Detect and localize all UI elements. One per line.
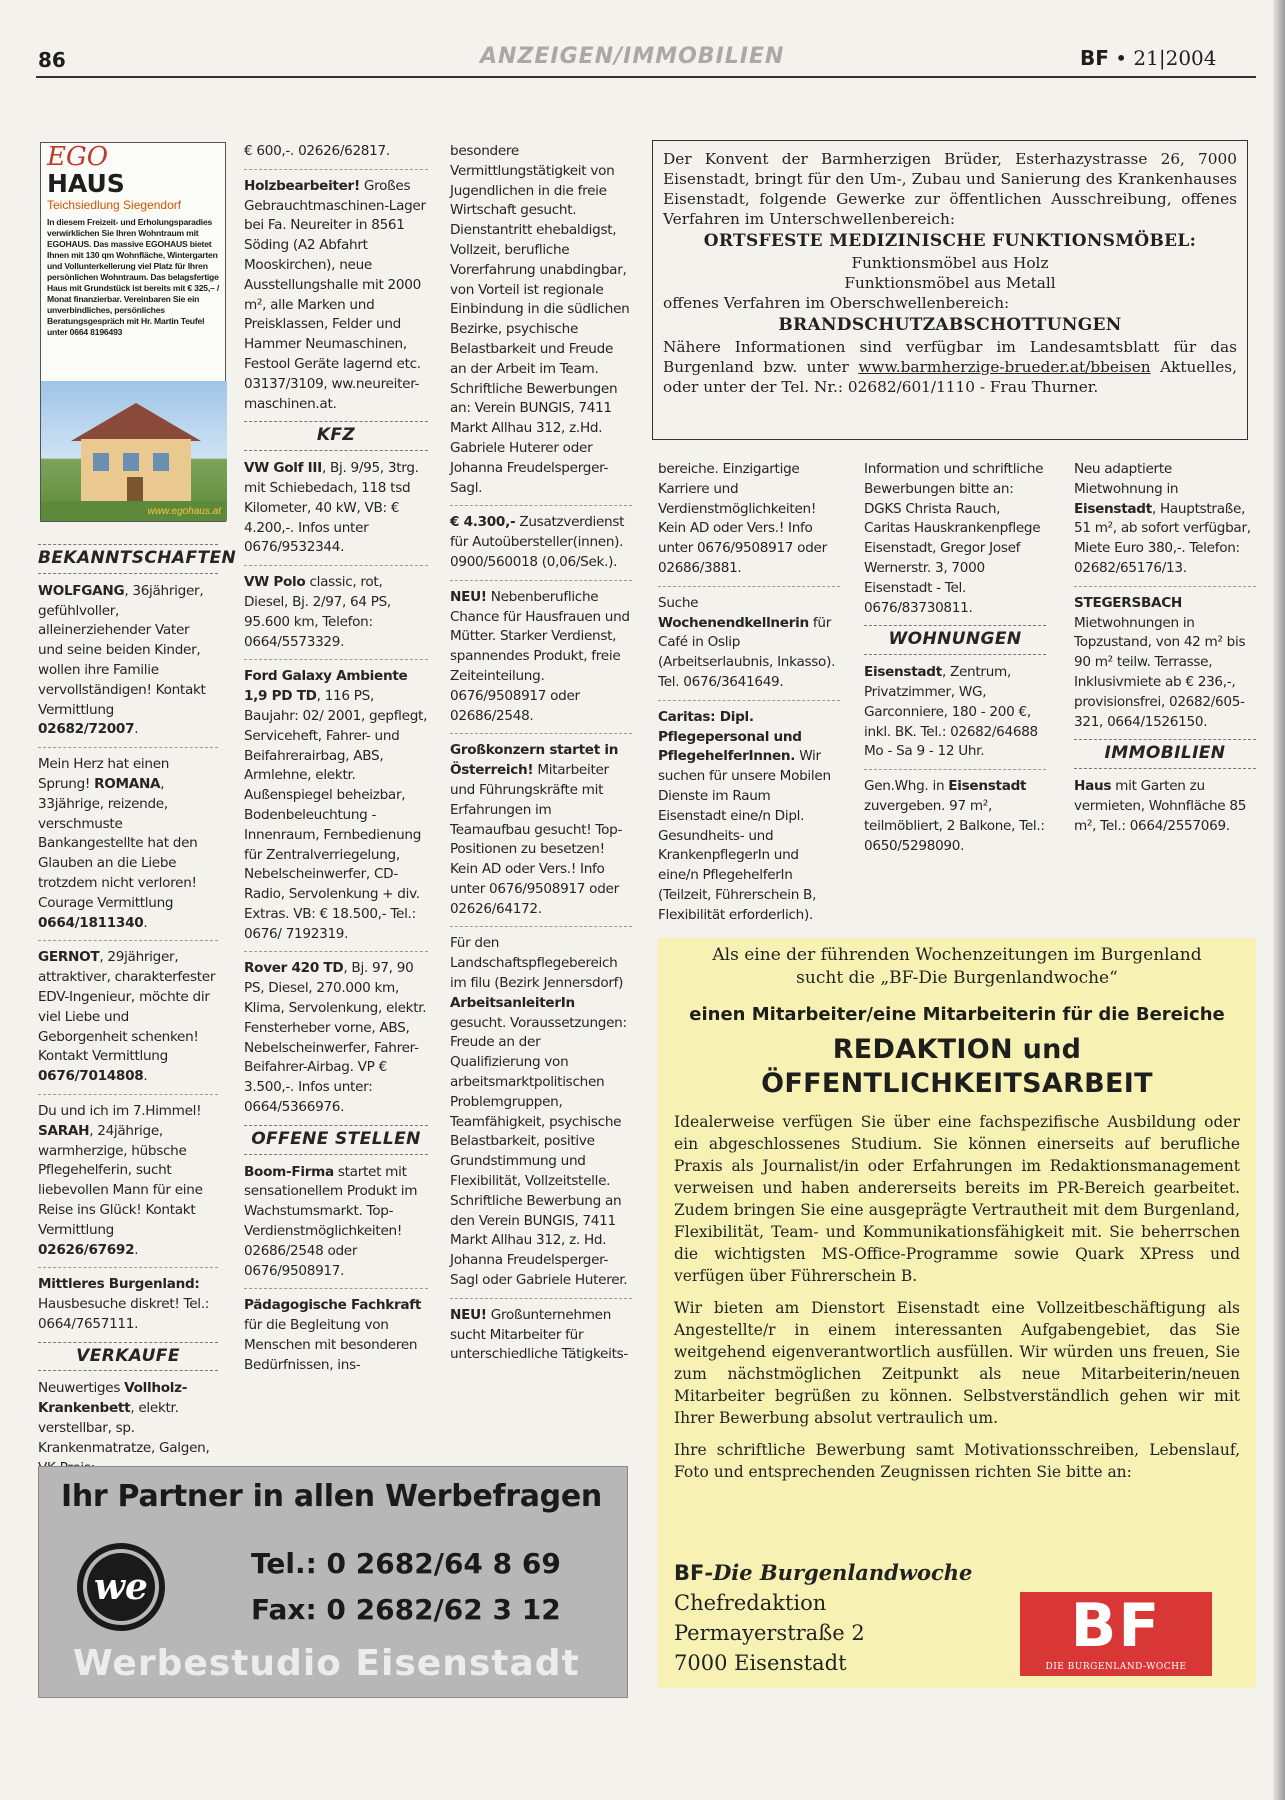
job-advertisement [658, 938, 1256, 1688]
ad-vw-golf: VW Golf III, Bj. 9/95, 3trg. mit Schiebedach, 118 tsd Kilometer, 40 kW, VB: € 4.200,-. Infos unter 0676/9532344. [244, 460, 419, 556]
category-wohnungen: WOHNUNGEN [864, 625, 1046, 655]
ad-sarah: Du und ich im 7.Himmel! SARAH, 24jährige, warmherzige, hübsche Pflegehelferin, sucht liebevollen Mann für eine Reise ins Glück! Kontakt Vermittlung 02626/67692. [38, 1102, 203, 1258]
category-offene-stellen: OFFENE STELLEN [244, 1125, 428, 1155]
edition-issue: • 21|2004 [1115, 46, 1217, 70]
bf-logo [1020, 1592, 1212, 1676]
ad-gen-whg: Gen.Whg. in Eisenstadt zuvergeben. 97 m², teilmöbliert, 2 Balkone, Tel.: 0650/5298090. [864, 778, 1045, 854]
tender-heading-1: ORTSFESTE MEDIZINISCHE FUNKTIONSMÖBEL: [703, 231, 1197, 251]
ad-caritas-cont: Information und schriftliche Bewerbungen bitte an: DGKS Christa Rauch, Caritas Hauskrankenpflege Eisenstadt, Gregor Josef Wernerstr. 3, 7000 Eisenstadt - Tel. 0676/83730811. [864, 461, 1044, 616]
house-illustration-icon [41, 381, 227, 521]
ad-krankenbett-cont: € 600,-. 02626/62817. [244, 143, 390, 159]
ad-grossunternehmen-cont: bereiche. Einzigartige Karriere und Verdienstmöglichkeiten! Kein AD oder Vers.! Info unter 0676/9508917 oder 02686/3881. [658, 461, 827, 576]
egohaus-subtitle: Teichsiedlung Siegendorf [47, 198, 182, 212]
ad-arbeitsanleiter: Für den Landschaftspflegebereich im filu (Bezirk Jennersdorf) ArbeitsanleiterIn gesucht. Voraussetzungen: Freude an der Qualifizierung von arbeitsmarktpolitischen Problemgruppen, Teamfähigkeit, psychische Belastbarkeit, positive Grundstimmung und Flexibilität, Vollzeitstelle. Schriftliche Bewerbung an den Verein BUNGIS, 7411 Markt Allhau 312, z. Hd. Johanna Freudelsperger-Sagl oder Gabriele Huterer. [450, 935, 628, 1289]
column-1 [38, 538, 237, 1460]
werbestudio-headline: Ihr Partner in allen Werbefragen [61, 1479, 602, 1514]
job-application: Ihre schriftliche Bewerbung samt Motivationsschreiben, Lebenslauf, Foto und entsprechenden Zeugnissen richten Sie bitte an: [674, 1441, 1240, 1481]
werbestudio-logo-icon [73, 1539, 169, 1635]
header-rule [36, 76, 1256, 78]
tender-intro: Der Konvent der Barmherzigen Brüder, Esterhazystrasse 26, 7000 Eisenstadt, bringt für den Um-, Zubau und Sanierung des Krankenhauses Eisenstadt, folgende Gewerke zur öffentlichen Ausschreibung, offenes Verfahren im Unterschwellenbereich: [663, 150, 1237, 228]
werbestudio-logo-text: we [94, 1566, 148, 1608]
ad-boom-firma: Boom-Firma startet mit sensationellem Produkt im Wachstumsmarkt. Top-Verdienstmöglichkeiten! 02686/2548 oder 0676/9508917. [244, 1163, 418, 1279]
egohaus-title: HAUS [47, 169, 125, 198]
ad-rover: Rover 420 TD, Bj. 97, 90 PS, Diesel, 270.000 km, Klima, Servolenkung, elektr. Fensterheber vorne, ABS, Nebelscheinwerfer, Fahrer- Beifahrer-Airbag. VP € 3.500,-. Infos unter: 0664/5366976. [244, 960, 427, 1116]
ad-gernot: GERNOT, 29jähriger, attraktiver, charakterfester EDV-Ingenieur, möchte dir viel Liebe und Geborgenheit schenken! Kontakt Vermittlung 0676/7014808. [38, 949, 216, 1085]
ad-krankenbett: Neuwertiges Vollholz-Krankenbett, elektr. verstellbar, sp. Krankenmatratze, Galgen, [38, 1380, 210, 1456]
ad-ford-galaxy: Ford Galaxy Ambiente 1,9 PD TD, 116 PS, Baujahr: 02/ 2001, gepflegt, Serviceheft, Fahrer- und Beifahrerairbag, ABS, Armlehne, elektr. Außenspiegel beheizbar, Bodenbeleuchtung - Innenraum, Fernbedienung für Zentralverriegelung, Nebelscheinwerfer, CD-Radio, Servolenkung + div. Extras. VB: € 18.500,- Tel.: 0676/ 7192319. [244, 668, 428, 942]
ad-stegersbach: STEGERSBACH Mietwohnungen in Topzustand, von 42 m² bis 90 m² teilw. Terrasse, Inklusivmiete ab € 236,-, provisionsfrei, 02682/605-321, 0664/1526150. [1074, 594, 1246, 730]
page-spine-shadow [1273, 0, 1285, 1800]
category-immobilien: IMMOBILIEN [1074, 739, 1256, 769]
egohaus-logo: EGO [47, 142, 109, 172]
ad-romana: Mein Herz hat einen Sprung! ROMANA, 33jährige, reizende, verschmuste Bankangestellte hat den Glauben an die Liebe trotzdem nicht verloren! Courage Vermittlung 0664/1811340. [38, 756, 198, 931]
tender-item-holz: Funktionsmöbel aus Holz [851, 254, 1049, 272]
job-intro: Als eine der führenden Wochenzeitungen im Burgenland sucht die „BF-Die Burgenlandwoche“ [712, 945, 1202, 988]
job-address-street: Permayerstraße 2 [674, 1621, 865, 1645]
egohaus-text: In diesem Freizeit- und Erholungsparadies verwirklichen Sie Ihren Wohntraum mit EGOHAUS. Das massive EGOHAUS bietet Ihnen mit 130 qm Wohnfläche, Wintergarten und Vollunterkellerung viel Platz für Ihren persönlichen Wohntraum. Das belagsfertige Haus mit Grundstück ist bereits mit € 325,– / Monat finanzierbar. Vereinbaren Sie ein unverbindliches, persönliches Beratungsgespräch mit Hr. Martin Teufel unter 0664 8196493 [47, 217, 220, 337]
ad-mietwohnung-eisenstadt: Neu adaptierte Mietwohnung in Eisenstadt, Hauptstraße, 51 m², ab sofort verfügbar, Miete Euro 380,-. Telefon: 02682/65176/13. [1074, 461, 1251, 576]
tender-url-link[interactable]: www.barmherzige-brueder.at/bbeisen [858, 358, 1151, 376]
column-3 [450, 142, 632, 1460]
category-verkaufe: VERKAUFE [38, 1342, 218, 1372]
ad-fachkraft-cont: besondere Vermittlungstätigkeit von Jugendlichen in die freie Wirtschaft gesucht. Dienstantritt ehebaldigst, Vollzeit, berufliche Vorerfahrung unabdingbar, von Vorteil ist regionale Einbindung in die südlichen Bezirke, psychische Belastbarkeit und Freude an der Arbeit im Team. Schriftliche Bewerbungen an: Verein BUNGIS, 7411 Markt Allhau 312, z.Hd. Gabriele Huterer oder Johanna Freudelsperger-Sagl. [450, 143, 630, 496]
column-4 [658, 460, 840, 923]
column-2 [244, 142, 428, 1460]
category-kfz: KFZ [244, 421, 428, 451]
job-heading: REDAKTION und ÖFFENTLICHKEITSARBEIT [761, 1034, 1153, 1099]
job-address [674, 1558, 972, 1678]
tender-notice-box [652, 140, 1248, 440]
edition-label [1080, 46, 1217, 70]
werbestudio-ad [38, 1466, 628, 1698]
column-5 [864, 460, 1046, 920]
werbestudio-phone: Tel.: 0 2682/64 8 69 [251, 1547, 561, 1580]
category-bekanntschaften: BEKANNTSCHAFTEN [38, 544, 218, 574]
house-photo [41, 381, 227, 521]
ad-holzbearbeiter: Holzbearbeiter! Großes Gebrauchtmaschinen-Lager bei Fa. Neureiter in 8561 Söding (A2 Abfahrt Mooskirchen), neue Ausstellungshalle mit 2000 m², alle Marken und Preisklassen, Felder und Hammer Neumaschinen, Festool Geräte lagernd etc. 03137/3109, ww.neureiter-maschinen.at. [244, 177, 426, 412]
ad-haus-mit-garten: Haus mit Garten zu vermieten, Wohnfläche 85 m², Tel.: 0664/2557069. [1074, 778, 1247, 834]
ad-grosskonzern: Großkonzern startet in Österreich! Mitarbeiter und Führungskräfte mit Erfahrungen im Teamaufbau gesucht! Top-Positionen zu besetzen! Kein AD oder Vers.! Info unter 0676/9508917 oder 02626/64172. [450, 742, 623, 917]
job-address-company: BF-Die Burgenlandwoche [674, 1560, 973, 1585]
ad-grossunternehmen: NEU! Großunternehmen sucht Mitarbeiter für unterschiedliche Tätigkeits- [450, 1306, 629, 1363]
ad-wochenendkellnerin: Suche Wochenendkellnerin für Café in Oslip (Arbeitserlaubnis, Inkasso). Tel. 0676/3641649. [658, 594, 836, 690]
egohaus-ad [40, 142, 226, 522]
bf-logo-text: BF [1070, 1591, 1162, 1661]
job-offer: Wir bieten am Dienstort Eisenstadt eine Vollzeitbeschäftigung als Angestellte/r in einem interessanten Aufgabengebiet, das Sie weitgehend eigenverantwortlich ausfüllen. Wir würden uns freuen, Sie zum nächstmöglichen Zeitpunkt als neue Mitarbeiterin/neuen Mitarbeiter begrüßen zu können. Selbstverständlich gehen wir mit Ihrer Bewerbung absolut vertraulich um. [674, 1299, 1240, 1427]
tender-heading-2: BRANDSCHUTZABSCHOTTUNGEN [778, 315, 1122, 335]
tender-info: Nähere Informationen sind verfügbar im Landesamtsblatt für das Burgenland bzw. unter www.barmherzige-brueder.at/bbeisen Aktuelles, oder unter der Tel. Nr.: 02682/601/1110 - Frau Thurner. [663, 338, 1237, 396]
ad-wolfgang: WOLFGANG, 36jähriger, gefühlvoller, alleinerziehender Vater und seine beiden Kinder, wollen ihre Familie vervollständigen! Kontakt Vermittlung 02682/72007. [38, 582, 206, 738]
tender-item-metall: Funktionsmöbel aus Metall [844, 274, 1056, 292]
werbestudio-name: Werbestudio Eisenstadt [73, 1643, 580, 1684]
ad-eisenstadt-zentrum: Eisenstadt, Zentrum, Privatzimmer, WG, Garconniere, 180 - 200 €, inkl. BK. Tel.: 02682/64688 Mo - Sa 9 - 12 Uhr. [864, 664, 1038, 760]
job-address-dept: Chefredaktion [674, 1591, 827, 1615]
ad-caritas: Caritas: Dipl. Pflegepersonal und PflegehelferInnen. Wir suchen für unsere Mobilen Dienste im Raum Eisenstadt eine/n Dipl. Gesundheits- und KrankenpflegerIn und eine/n PflegehelferIn (Teilzeit, Führerschein B, Flexibilität erforderlich). [658, 708, 831, 923]
ad-neu-nebenberuflich: NEU! Nebenberufliche Chance für Hausfrauen und Mütter. Starker Verdienst, spannendes Produkt, freie Zeiteinteilung. 0676/9508917 oder 02686/2548. [450, 588, 630, 724]
edition-brand: BF [1080, 46, 1109, 70]
ad-vw-polo: VW Polo classic, rot, Diesel, Bj. 2/97, 64 PS, 95.600 km, Telefon: 0664/5573329. [244, 574, 391, 650]
page-number: 86 [38, 48, 66, 72]
werbestudio-fax: Fax: 0 2682/62 3 12 [251, 1593, 561, 1626]
tender-procedure: offenes Verfahren im Oberschwellenbereich: [663, 294, 1010, 312]
bf-logo-subtitle: DIE BURGENLAND-WOCHE [1045, 1662, 1187, 1672]
job-subheading: einen Mitarbeiter/eine Mitarbeiterin für die Bereiche [689, 1004, 1225, 1025]
ad-zusatzverdienst: € 4.300,- Zusatzverdienst für Autoübersteller(innen). 0900/560018 (0,06/Sek.). [450, 514, 625, 570]
ad-mittleres-burgenland: Mittleres Burgenland: Hausbesuche diskret! Tel.: 0664/7657111. [38, 1276, 210, 1332]
egohaus-url: www.egohaus.at [147, 506, 221, 517]
section-title: ANZEIGEN/IMMOBILIEN [480, 44, 785, 69]
job-requirements: Idealerweise verfügen Sie über eine fachspezifische Ausbildung oder ein abgeschlossenes Studium. Sie können einerseits auf berufliche Praxis als Journalist/in oder Erfahrungen im Redaktionsmanagement verweisen und haben andererseits bereits im PR-Bereich gearbeitet. Zudem bringen Sie eine ausgeprägte Vertrautheit mit dem Burgenland, Flexibilität, Team- und Kommunikationsfähigkeit mit. Sie beherrschen die wichtigsten MS-Office-Programme sowie Quark XPress und verfügen über Führerschein B. [674, 1113, 1240, 1285]
column-6 [1074, 460, 1256, 920]
ad-paedagogische-fachkraft: Pädagogische Fachkraft für die Begleitung von Menschen mit besonderen Bedürfnissen, ins- [244, 1297, 422, 1373]
job-address-city: 7000 Eisenstadt [674, 1651, 847, 1675]
